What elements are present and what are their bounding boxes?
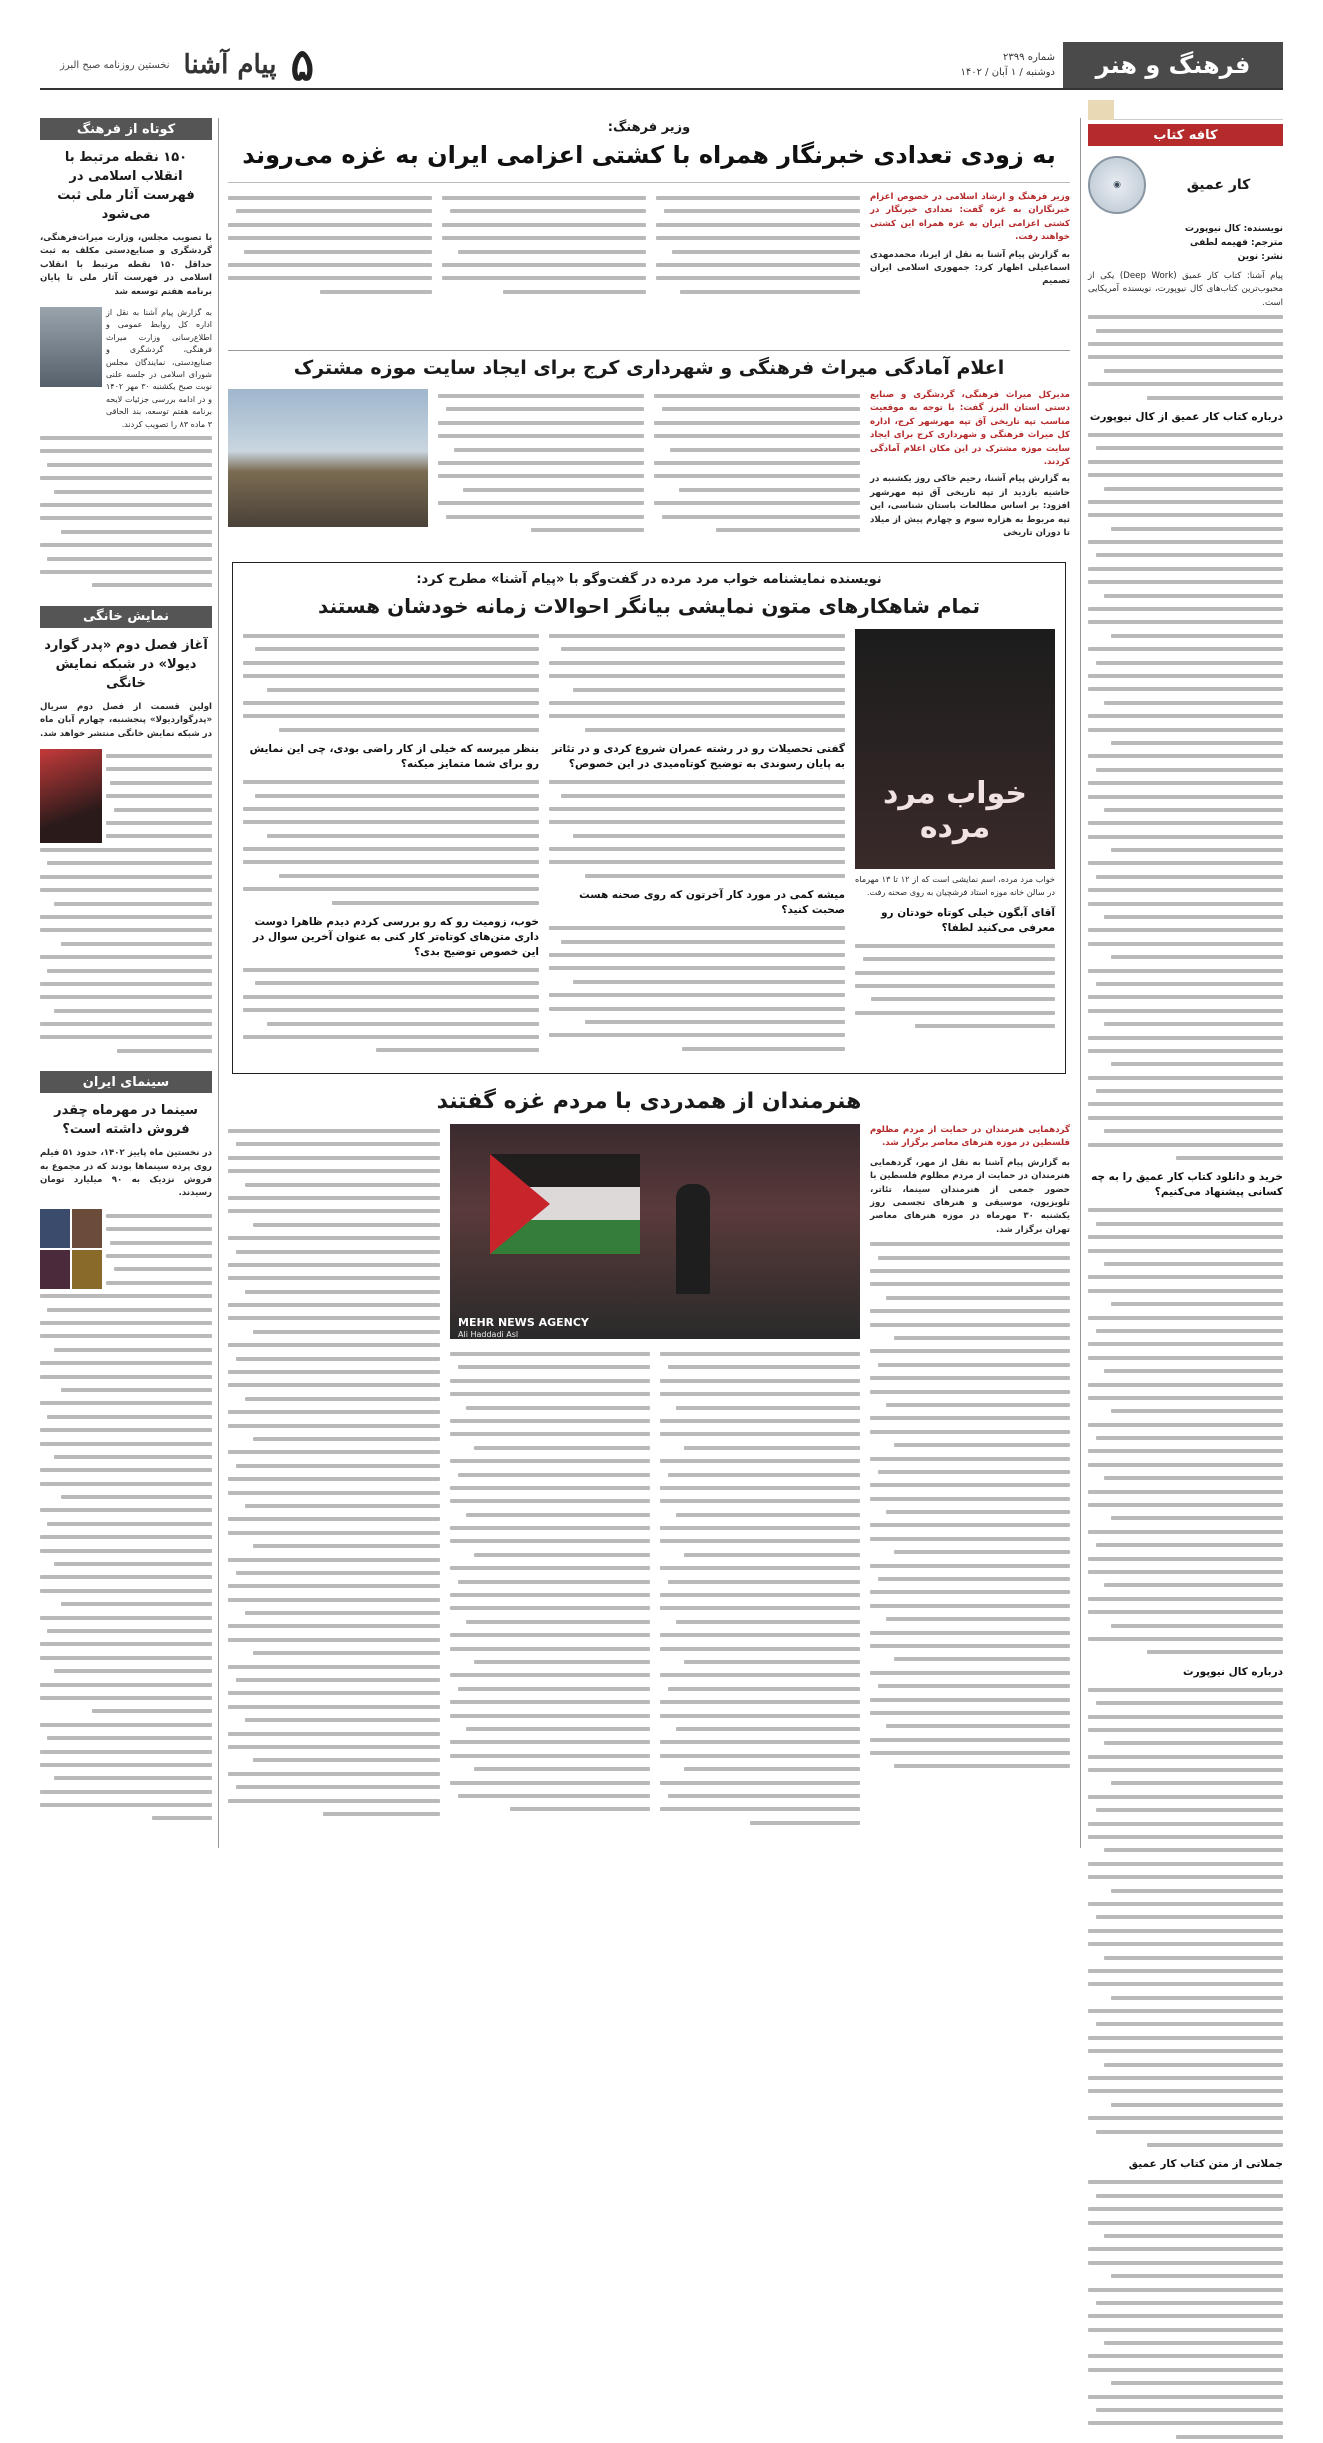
brief-report: به گزارش پیام آشنا به نقل از اداره کل روابط عمومی و اطلاع‌رسانی وزارت میراث فرهنگی، گردشگری و صنایع‌دستی، نمایندگان مجلس شورای اسلامی در جلسه علنی نوبت صبح یکشنبه ۳۰ مهر ۱۴۰۲ و در ادامه بررسی جزئیات لایحه برنامه هفتم توسعه، بند الحاقی ۳ ماده ۸۳ را تصویب کردند. <box>106 308 212 429</box>
book-quote-lines <box>1088 2175 1283 2443</box>
issue-date: دوشنبه / ۱ آبان / ۱۴۰۲ <box>960 67 1055 78</box>
gaza-story-title: هنرمندان از همدردی با مردم غزه گفتند <box>436 1089 862 1114</box>
book-about-lines <box>1088 428 1283 1164</box>
gaza-story-report: به گزارش پیام آشنا به نقل از مهر، گردهمایی هنرمندان در حمایت از مردم مظلوم فلسطین با حضور جمعی از هنرمندان سینما، تئاتر، تلویزیون، موسیقی و هنرهای تجسمی روز یکشنبه ۳۰ مهرماه در موزه هنرهای معاصر تهران برگزار شد. <box>870 1157 1070 1235</box>
paper-logo: پیام آشنا <box>183 50 277 80</box>
answer-1b <box>549 629 845 736</box>
gaza-col-4 <box>228 1124 440 1829</box>
page-number: ۵ <box>290 39 315 91</box>
book-summary-lines <box>1088 310 1283 404</box>
book-section-head: کافه کتاب <box>1088 124 1283 146</box>
interview-poster <box>855 629 1055 869</box>
poster-title: خواب مرد مرده <box>883 776 1027 845</box>
masthead-rule <box>40 88 1283 90</box>
answer-5 <box>243 963 539 1057</box>
answer-4 <box>243 775 539 909</box>
top-story-col-3 <box>442 191 646 298</box>
interview-q4: بنظر میرسه که خیلی از کار راضی بودی، چی این نمایش رو برای شما متمایز میکنه؟ <box>249 743 539 771</box>
torn-paper <box>1088 100 1283 120</box>
museum-story-report: به گزارش پیام آشنا، رحیم خاکی روز یکشنبه در حاشیه بازدید از تپه تاریخی آق تپه مهرشهر افزود: بر اساس مطالعات باستان شناسی، این تپه مربوط به هزاره سوم و چهارم پیش از میلاد تا دوران تاریخی <box>870 474 1070 539</box>
poster-caption: خواب مرد مرده، اسم نمایشی است که از ۱۲ تا ۱۳ مهرماه در سالن خانه موزه استاد فرشچیان به روی صحنه رفت. <box>855 874 1055 898</box>
cinema-body-lines-2 <box>40 1289 212 1825</box>
brief-lead: با تصویب مجلس، وزارت میراث‌فرهنگی، گردشگری و صنایع‌دستی مکلف به ثبت حداقل ۱۵۰ نقطه مرتبط با انقلاب اسلامی در فهرست آثار ملی تا پایان برنامه هفتم توسعه شد <box>40 233 212 297</box>
book-author-lines <box>1088 1683 1283 2152</box>
museum-story-title: اعلام آمادگی میراث فرهنگی و شهرداری کرج برای ایجاد سایت موزه مشترک <box>293 357 1005 379</box>
book-publisher: نشر: نوین <box>1237 252 1283 262</box>
show-poster <box>40 749 102 843</box>
interview-q2: گفتی تحصیلات رو در رشته عمران شروع کردی و در تئاتر به پایان رسوندی به توضیح کوتاه‌میدی در این خصوص؟ <box>552 743 845 771</box>
gaza-story <box>228 1080 1070 1850</box>
gaza-photo <box>450 1124 860 1339</box>
photo-author: Ali Haddadi Asl <box>458 1330 519 1339</box>
top-story <box>228 118 1070 348</box>
show-section-head: نمایش خانگی <box>40 606 212 628</box>
flag-triangle <box>490 1154 550 1254</box>
interview-title: تمام شاهکارهای متون نمایشی بیانگر احوالات زمانه خودشان هستند <box>318 594 980 618</box>
masthead <box>40 22 1283 90</box>
gaza-col-1 <box>870 1237 1070 1773</box>
cinema-body-lines <box>106 1209 212 1289</box>
book-author: نویسنده: کال نیوپورت <box>1185 224 1283 234</box>
gaza-story-lead: گردهمایی هنرمندان در حمایت از مردم مظلوم فلسطین در موزه هنرهای معاصر برگزار شد. <box>870 1125 1070 1149</box>
interview-q1: آقای آبگون خیلی کوتاه خودتان رو معرفی می‌کنید لطفا؟ <box>880 906 1055 934</box>
top-story-col-2 <box>656 191 860 298</box>
section-title: فرهنگ و هنر <box>1063 42 1283 88</box>
gaza-col-3 <box>450 1347 650 1829</box>
answer-3 <box>549 921 845 1055</box>
show-body-lines <box>106 749 212 843</box>
museum-col-2 <box>654 389 860 540</box>
answer-3b <box>243 629 539 736</box>
issue-info <box>960 50 1055 80</box>
interview-q5: خوب، زومیت رو که رو بررسی کردم دیدم ظاهرا دوست داری متن‌های کوتاه‌تر کار کنی به عنوان آخرین سوال در این خصوص توضیح بدی؟ <box>252 916 539 959</box>
cinema-section-head: سینمای ایران <box>40 1071 212 1093</box>
brief-photo <box>40 307 102 387</box>
right-divider <box>1080 118 1081 1848</box>
book-translator: مترجم: فهیمه لطفی <box>1190 238 1283 248</box>
museum-story <box>228 350 1070 555</box>
book-about-head: درباره کتاب کار عمیق از کال نیوپورت <box>1089 410 1283 423</box>
right-column <box>1088 100 1284 2171</box>
museum-col-3 <box>438 389 644 540</box>
left-divider <box>218 118 219 1848</box>
brief-section-head: کوتاه از فرهنگ <box>40 118 212 140</box>
top-story-report: به گزارش پیام آشنا به نقل از ایرنا، محمدمهدی اسماعیلی اظهار کرد: جمهوری اسلامی ایران تصمیم <box>870 249 1070 287</box>
paper-brand <box>60 39 315 91</box>
book-credits <box>1088 222 1283 264</box>
interview-q3: میشه کمی در مورد کار آخرتون که روی صحنه هست صحبت کنید؟ <box>579 889 845 917</box>
cinema-posters <box>40 1209 102 1289</box>
show-body-lines-2 <box>40 843 212 1057</box>
top-story-col-4 <box>228 191 432 298</box>
book-why-head: خرید و دانلود کتاب کار عمیق را به چه کسانی پیشنهاد می‌کنیم؟ <box>1091 1171 1283 1199</box>
cinema-lead: در نخستین ماه پاییز ۱۴۰۲، حدود ۵۱ فیلم روی پرده سینماها بودند که در مجموع به فروش نزدیک به ۹۰ میلیارد تومان رسیدند. <box>40 1148 212 1199</box>
show-title: آغاز فصل دوم «پدر گوارد دیولا» در شبکه نمایش خانگی <box>44 637 208 691</box>
brief-body-lines <box>40 431 212 592</box>
left-column <box>40 118 212 1848</box>
book-title: کار عمیق <box>1186 177 1251 193</box>
photo-credit: MEHR NEWS AGENCY <box>458 1316 589 1329</box>
paper-slogan: نخستین روزنامه صبح البرز <box>60 59 170 71</box>
book-quote-head: جملاتی از متن کتاب کار عمیق <box>1128 2158 1283 2171</box>
interview-kicker: نویسنده نمایشنامه خواب مرد مرده در گفت‌وگو با «پیام آشنا» مطرح کرد: <box>416 572 882 587</box>
cinema-title: سینما در مهرماه چقدر فروش داشته است؟ <box>54 1103 198 1138</box>
top-story-kicker: وزیر فرهنگ: <box>607 120 691 135</box>
top-story-lead: وزیر فرهنگ و ارشاد اسلامی در خصوص اعزام خبرنگاران به غزه گفت: تعدادی خبرنگار در کشتی اعزامی ایران به غزه همراه این کشتی خواهند رفت. <box>870 192 1070 243</box>
book-summary-lead: پیام آشنا: کتاب کار عمیق (Deep Work) یکی از محبوب‌ترین کتاب‌های کال نیوپورت، نویسنده آمریکایی است. <box>1088 271 1284 308</box>
show-lead: اولین قسمت از فصل دوم سریال «پدرگواردیولا» پنجشنبه، چهارم آبان ماه در شبکه نمایش خانگی منتشر خواهد شد. <box>40 701 212 739</box>
book-why-lines <box>1088 1203 1283 1658</box>
interview-box <box>232 562 1066 1074</box>
brief-title: ۱۵۰ نقطه مرتبط با انقلاب اسلامی در فهرست آثار ملی ثبت می‌شود <box>57 150 195 222</box>
book-cover-icon: ◉ <box>1088 156 1146 214</box>
museum-photo <box>228 389 428 527</box>
answer-2 <box>549 775 845 882</box>
gaza-col-2 <box>660 1347 860 1829</box>
museum-story-lead: مدیرکل میراث فرهنگی، گردشگری و صنایع دستی استان البرز گفت: با توجه به موقعیت مناسب تپه تاریخی آق تپه مهرشهر کرج، اداره کل میراث فرهنگی و شهرداری کرج برای ایجاد سایت موزه مشترک در این مکان اعلام آمادگی کردند. <box>870 390 1070 468</box>
answer-1 <box>855 939 1055 1033</box>
speaker-figure <box>676 1184 710 1294</box>
book-author-head: درباره کال نیوپورت <box>1183 1665 1283 1678</box>
top-story-title: به زودی تعدادی خبرنگار همراه با کشتی اعزامی ایران به غزه می‌روند <box>242 141 1056 169</box>
issue-number: شماره ۲۳۹۹ <box>1003 52 1055 63</box>
